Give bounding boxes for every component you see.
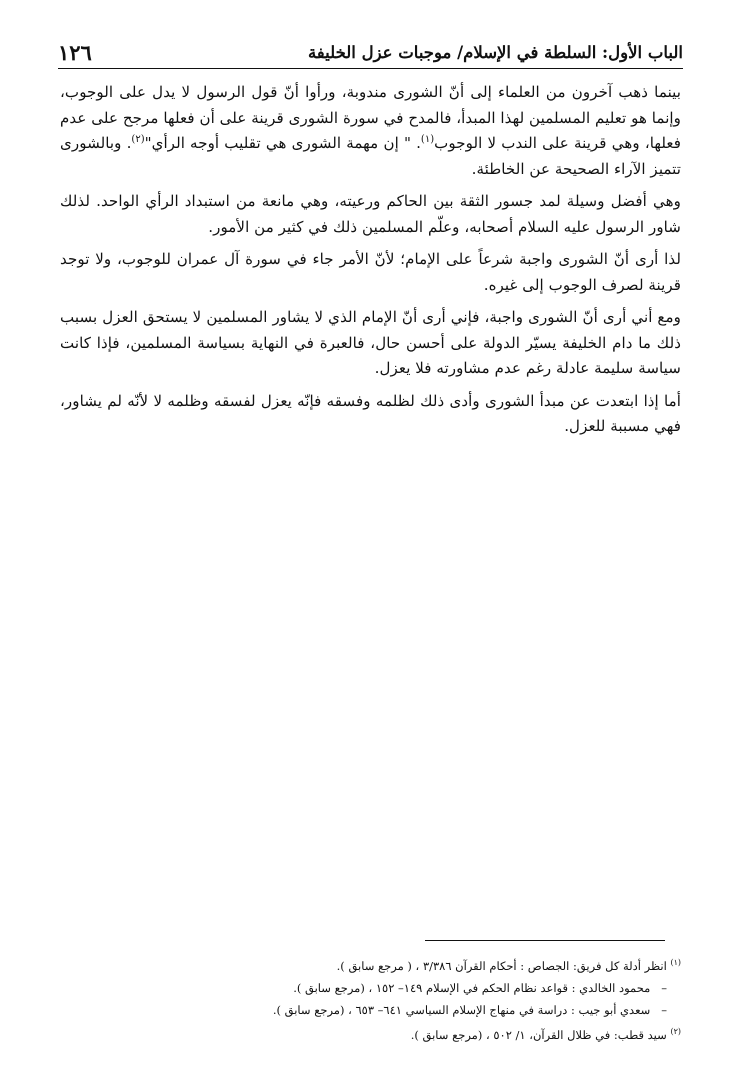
footnote-2 [60,1021,681,1046]
footnote-1-sub-a-dash: – [661,980,667,995]
paragraph-1-after: . وبالشورى تتميز الآراء الصحيحة عن الخاطئة. [60,134,681,178]
running-title: الباب الأول: السلطة في الإسلام/ موجبات عزل الخليفة [307,43,683,62]
footnote-separator [425,940,665,941]
paragraph-2: وهي أفضل وسيلة لمد جسور الثقة بين الحاكم ورعيته، وهي مانعة من استبداد الرأي الواحد. لذلك شاور الرسول عليه السلام أصحابه، وعلّم المسلمين ذلك في كثير من الأمور. [60,192,681,236]
page-number: ١٢٦ [58,40,92,65]
footnote-1 [60,952,681,977]
footnote-1-text: انظر أدلة كل فريق: الجصاص : أحكام القرآن ٣/٣٨٦ ، ( مرجع سابق ). [336,958,667,973]
footnote-2-text: سيد قطب: في ظلال القرآن، ١/ ٥٠٢ ، (مرجع سابق ). [410,1027,667,1042]
paragraph-4: ومع أني أرى أنّ الشورى واجبة، فإني أرى أنّ الإمام الذي لا يشاور المسلمين لا يستحق العزل بسبب ذلك ما دام الخليفة يسيّر الدولة على أحسن حال، فالعبرة في النهاية بسياسة المسلمين، فإذا كانت سياسة سليمة عادلة رغم عدم مشاورته فلا يعزل. [60,308,681,377]
paragraph-1-middle: . " إن مهمة الشورى هي تقليب أوجه الرأي" [144,134,421,152]
footnote-1-sub-a-text: محمود الخالدي : قواعد نظام الحكم في الإسلام ١٤٩– ١٥٢ ، (مرجع سابق ). [293,980,651,995]
page-header [58,36,683,66]
paragraph-1-before: بينما ذهب آخرون من العلماء إلى أنّ الشورى مندوبة، ورأوا أنّ قول الرسول لا يدل على الوجوب، وإنما هو تعليم المسلمين لهذا المبدأ، فالمدح في سورة الشورى قرينة على أن فعلها مرجح على عدم فعلها، وهي قرينة على الندب لا الوجوب [60,83,681,152]
footnote-1-mark: (١) [670,958,681,967]
paragraph-1 [60,80,681,182]
paragraph-3: لذا أرى أنّ الشورى واجبة شرعاً على الإمام؛ لأنّ الأمر جاء في سورة آل عمران للوجوب، ولا توجد قرينة لصرف الوجوب إلى غيره. [60,250,681,294]
footnote-ref-2: (٢) [131,133,145,145]
footnote-1-sub-a [60,977,681,999]
footnote-ref-1: (١) [420,133,435,145]
header-rule [58,68,683,69]
body-text [60,80,681,447]
footnote-1-sub-b [60,999,681,1021]
footnote-1-sub-b-text: سعدي أبو جيب : دراسة في منهاج الإسلام السياسي ٦٤١– ٦٥٣ ، (مرجع سابق ). [272,1002,651,1017]
paragraph-5: أما إذا ابتعدت عن مبدأ الشورى وأدى ذلك لظلمه وفسقه فإنّه يعزل لفسقه وظلمه لا لأنّه لم يشاور، فهي مسببة للعزل. [60,391,681,435]
footnotes [60,952,681,1046]
footnote-1-sub-b-dash: – [661,1002,667,1017]
footnote-2-mark: (٢) [670,1026,681,1036]
